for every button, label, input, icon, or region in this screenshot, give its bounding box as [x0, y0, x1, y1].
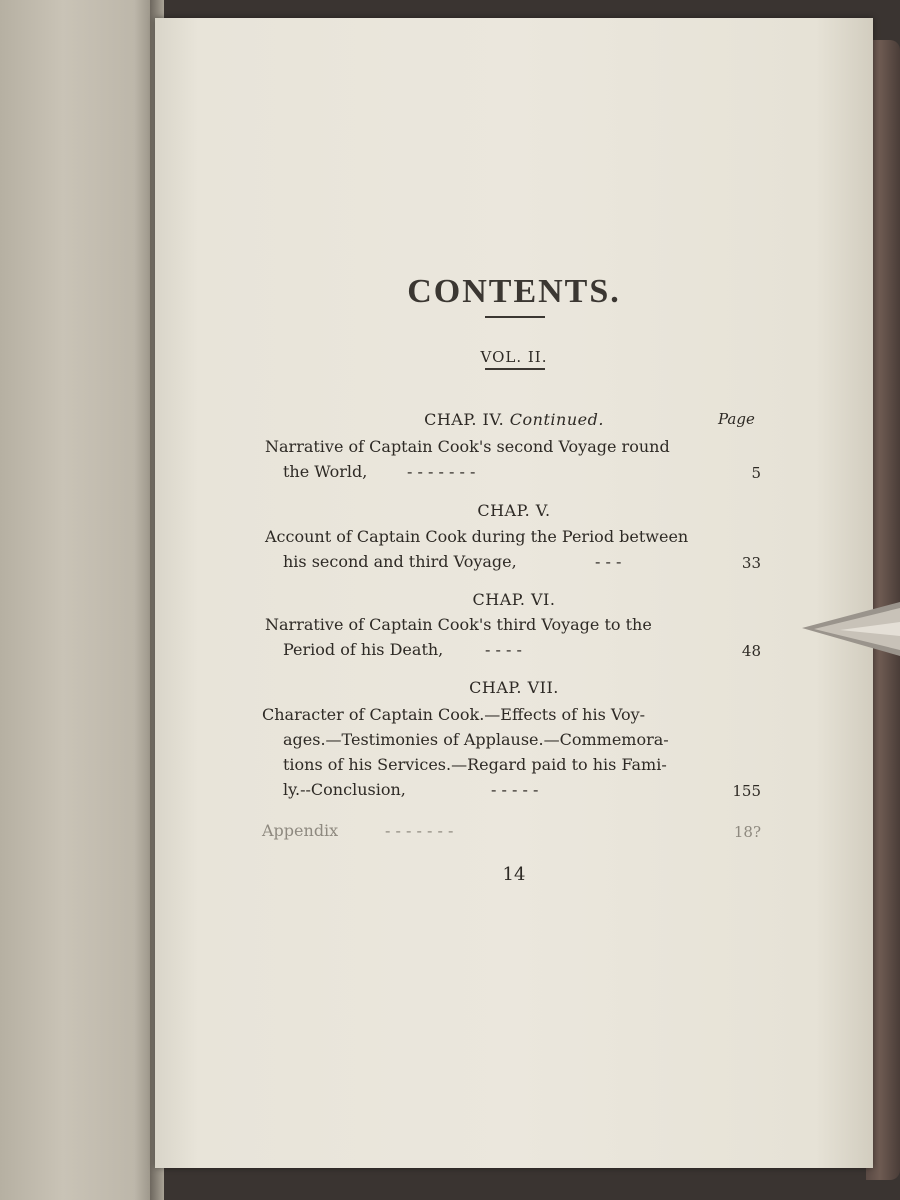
facing-page: [0, 0, 158, 1200]
dot-leader: - - - - -: [491, 780, 539, 799]
contents-page: [155, 18, 873, 1168]
folio: 14: [502, 864, 526, 885]
chapter-number: CHAP. VI.: [472, 590, 556, 609]
entry-line: Period of his Death,: [283, 640, 444, 659]
appendix-label: Appendix: [262, 821, 339, 840]
volume-label: VOL. II.: [480, 348, 548, 366]
dot-leader: - - - - - - -: [385, 821, 454, 840]
chapter-heading: [155, 410, 873, 429]
entry-line: Narrative of Captain Cook's third Voyage to the: [265, 615, 652, 634]
chapter-number: CHAP. IV.: [424, 410, 505, 429]
dot-leader: - - -: [595, 552, 622, 571]
chapter-suffix: Continued.: [509, 410, 604, 429]
page-number: 18?: [733, 823, 761, 841]
page-number: 5: [751, 464, 761, 482]
entry-line: the World,: [283, 462, 368, 481]
page-number: 33: [741, 554, 761, 572]
rule-top: [485, 316, 545, 318]
entry-line: Account of Captain Cook during the Period between: [265, 527, 689, 546]
rule-bottom: [485, 368, 545, 370]
chapter-heading: [155, 590, 873, 609]
entry-line: tions of his Services.—Regard paid to his Fami-: [283, 755, 667, 774]
page-number: 155: [732, 782, 761, 800]
entry-line: ages.—Testimonies of Applause.—Commemora-: [283, 730, 669, 749]
chapter-heading: [155, 678, 873, 697]
entry-line: ly.--Conclusion,: [283, 780, 406, 799]
dot-leader: - - - -: [485, 640, 522, 659]
chapter-number: CHAP. VII.: [469, 678, 559, 697]
chapter-number: CHAP. V.: [477, 501, 551, 520]
chapter-heading: [155, 501, 873, 520]
entry-line: Character of Captain Cook.—Effects of his Voy-: [262, 705, 646, 724]
bookmark-tab: [800, 600, 900, 660]
dot-leader: - - - - - - -: [407, 462, 476, 481]
page-number: 48: [741, 642, 761, 660]
entry-line: Narrative of Captain Cook's second Voyage round: [265, 437, 670, 456]
page-column-label: Page: [718, 410, 755, 428]
page-title: CONTENTS.: [407, 273, 621, 310]
entry-line: his second and third Voyage,: [283, 552, 517, 571]
